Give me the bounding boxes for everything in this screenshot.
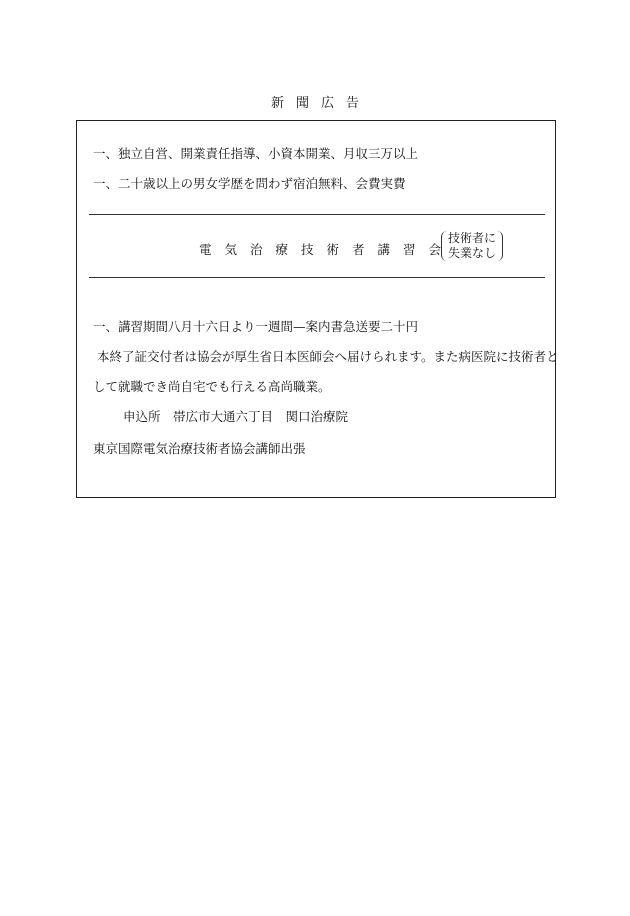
item-independent-business: 一、独立自営、開業責任指導、小資本開業、月収三万以上 (93, 146, 419, 161)
divider-top (89, 214, 545, 215)
page-title: 新聞広告 (270, 96, 371, 111)
advertisement-box (76, 120, 559, 498)
course-note (441, 231, 503, 261)
course-note-line2: 失業なし (448, 246, 497, 260)
item-eligibility: 一、二十歳以上の男女学歴を問わず宿泊無料、会費実費 (93, 176, 406, 191)
association-name: 東京国際電気治療技術者協会講師出張 (93, 441, 306, 456)
divider-bottom (89, 277, 545, 278)
item-course-period: 一、講習期間八月十六日より一週間—案内書急送要二十円 (93, 319, 419, 334)
course-note-line1: 技術者に (448, 231, 497, 245)
course-name: 電気治療技術者講習会 (199, 242, 455, 257)
paragraph-line-1: 本終了証交付者は協会が厚生省日本医師会へ届けられます。また病医院に技術者と (97, 349, 559, 364)
paragraph-line-2: して就職でき尚自宅でも行える高尚職業。 (93, 379, 331, 394)
application-office: 申込所 帯広市大通六丁目 関口治療院 (123, 409, 349, 424)
